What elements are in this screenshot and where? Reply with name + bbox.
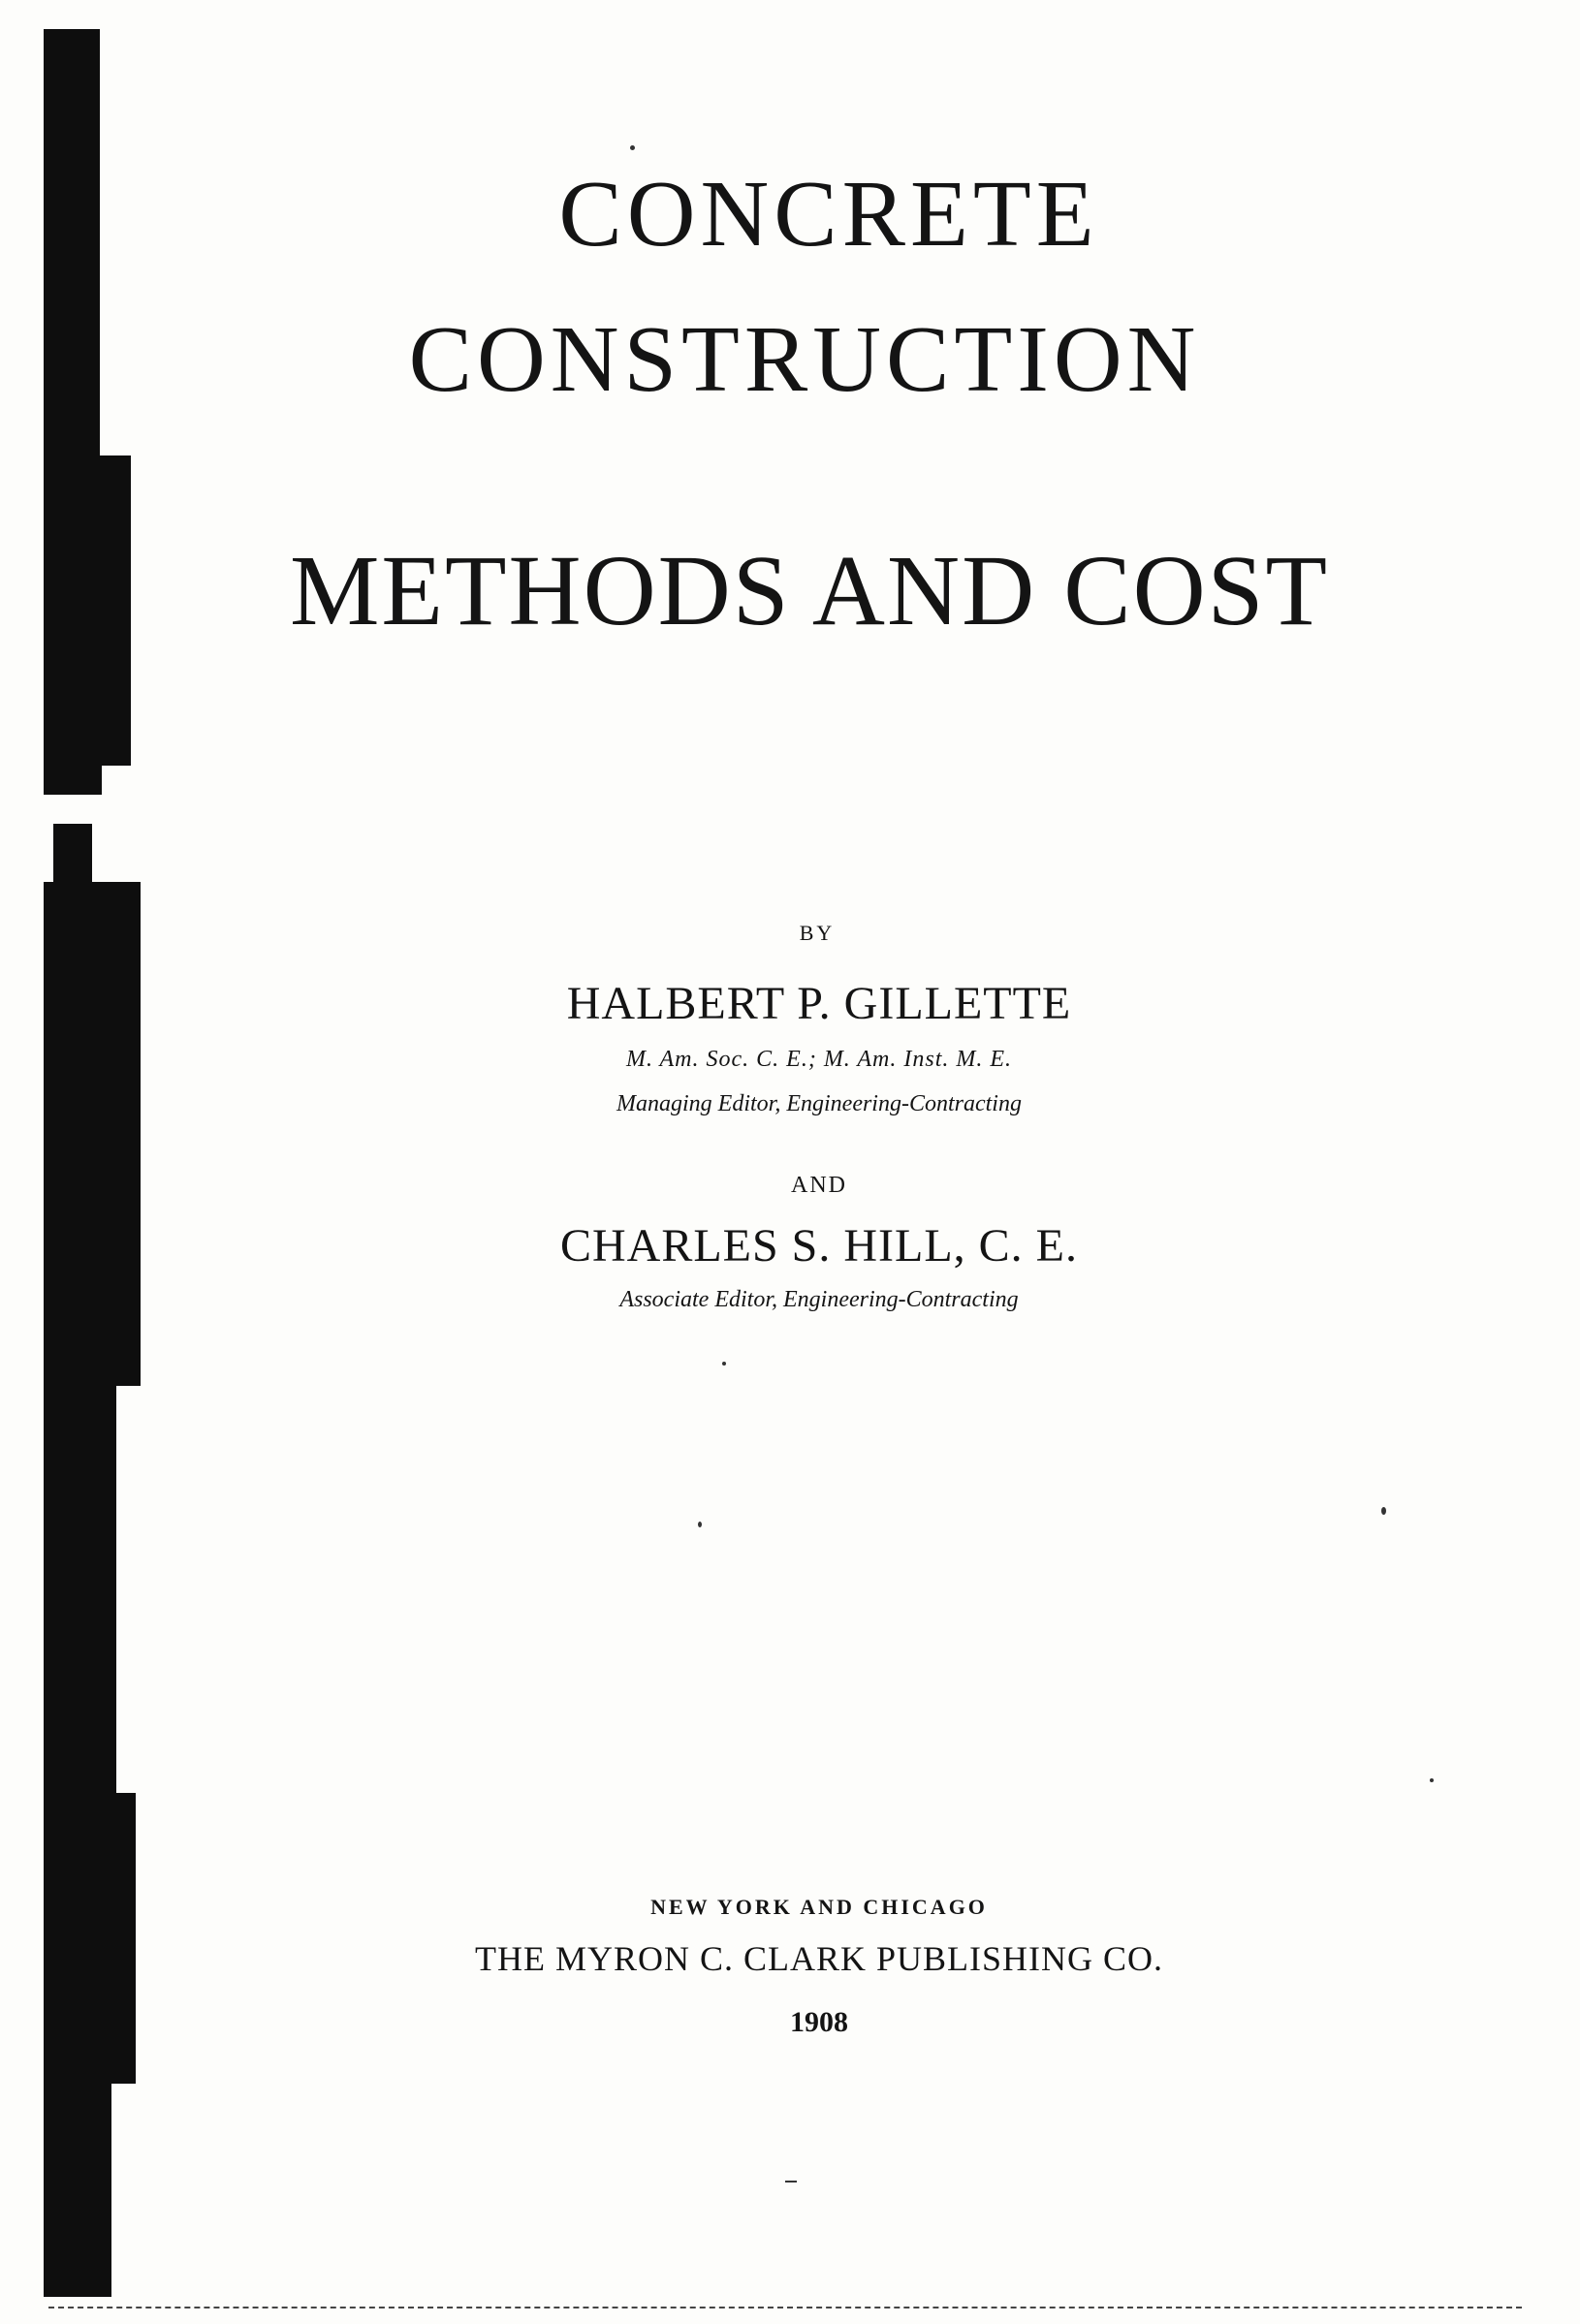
by-label: BY: [799, 921, 836, 945]
scan-speck: [1430, 1778, 1434, 1782]
book-title-line-1: CONCRETE: [558, 162, 1099, 267]
imprint-year: 1908: [790, 2006, 848, 2038]
author-1-role: Managing Editor, Engineering-Contracting: [616, 1091, 1022, 1116]
author-2-name: CHARLES S. HILL, C. E.: [559, 1220, 1078, 1272]
scan-speck: [1381, 1507, 1386, 1515]
imprint-publisher: THE MYRON C. CLARK PUBLISHING CO.: [474, 1939, 1164, 1978]
and-label: AND: [791, 1173, 847, 1198]
author-2-role: Associate Editor, Engineering-Contracting: [619, 1287, 1019, 1312]
scan-speck: [698, 1522, 702, 1527]
author-1-name: HALBERT P. GILLETTE: [566, 978, 1072, 1029]
author-1-credentials: M. Am. Soc. C. E.; M. Am. Inst. M. E.: [625, 1047, 1013, 1072]
bottom-scan-rule: [48, 2307, 1522, 2308]
book-subtitle: METHODS AND COST: [289, 535, 1330, 646]
scan-speck: [785, 2181, 797, 2183]
scan-speck: [630, 145, 635, 150]
imprint-place: NEW YORK AND CHICAGO: [650, 1895, 988, 1919]
book-title-line-2: CONSTRUCTION: [408, 307, 1201, 412]
scan-speck: [722, 1362, 726, 1366]
